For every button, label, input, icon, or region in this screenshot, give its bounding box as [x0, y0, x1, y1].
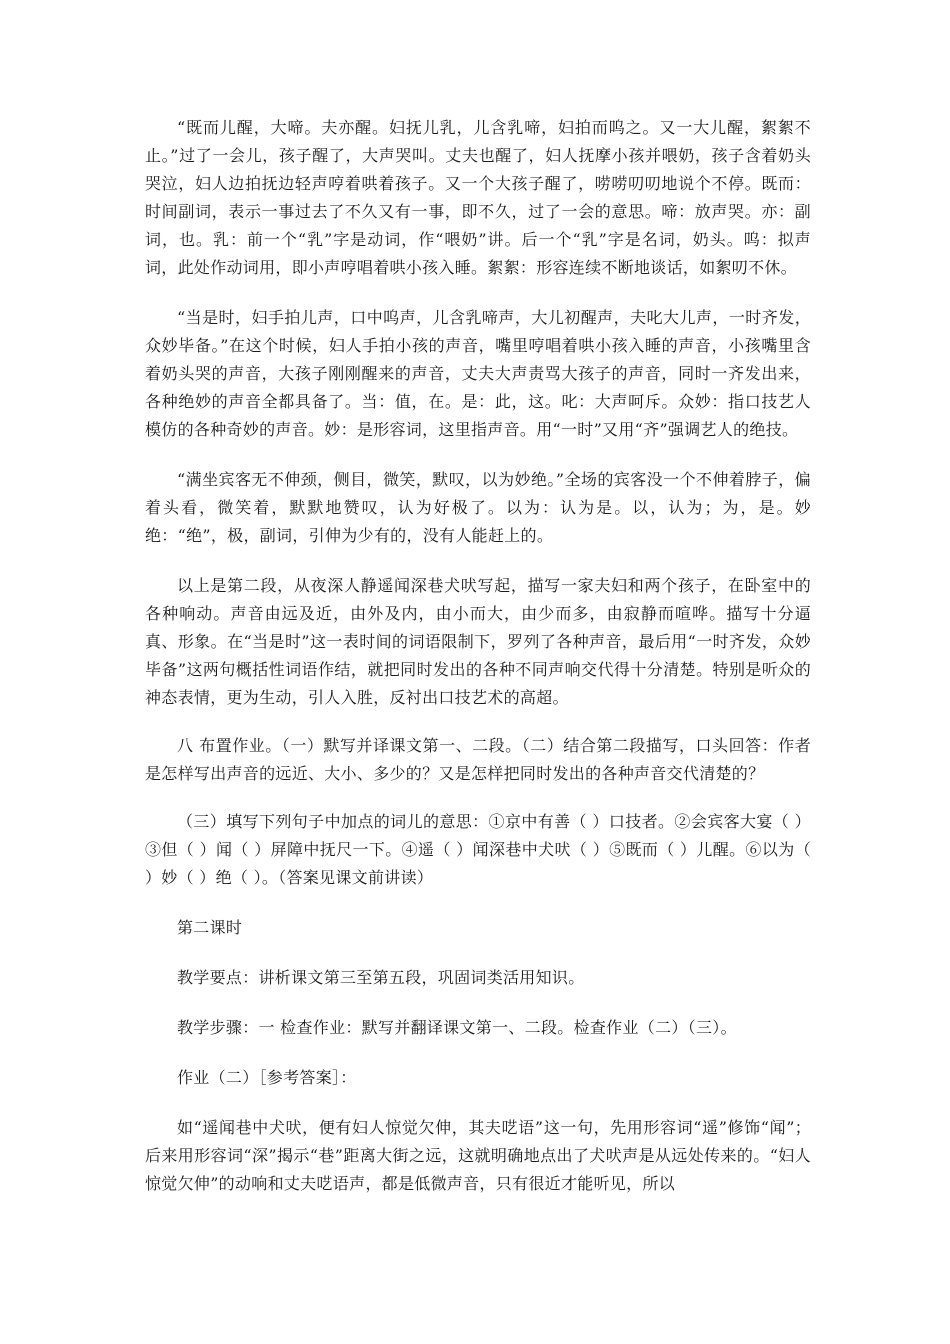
section-heading: 第二课时	[177, 918, 243, 937]
paragraph-2: “当是时，妇手拍儿声，口中呜声，儿含乳啼声，大儿初醒声，夫叱大儿声，一时齐发，众妙毕备。”在这个时候，妇人手拍小孩的声音，嘴里哼唱着哄小孩入睡的声音，小孩嘴里含着奶头哭的声音，大孩子刚刚醒来的声音，丈夫大声责骂大孩子的声音，同时一齐发出来，各种绝妙的声音全都具备了。当：值，在。是：此，这。叱：大声呵斥。众妙：指口技艺人模仿的各种奇妙的声音。妙：是形容词，这里指声音。用“一时”又用“齐”强调艺人的绝技。	[145, 308, 811, 439]
teaching-steps: 教学步骤：一 检查作业：默写并翻译课文第一、二段。检查作业（二）（三）。	[177, 1018, 737, 1037]
paragraph-6: （三）填写下列句子中加点的词儿的意思：①京中有善（ ）口技者。②会宾客大宴（ ）③但（ ）闻（ ）屏障中抚尺一下。④遥（ ）闻深巷中犬吠（ ）⑤既而（ ）儿醒。⑥以为（ ）妙（ ）绝（ ）。（答案见课文前讲读）	[145, 812, 811, 887]
teaching-points: 教学要点：讲析课文第三至第五段，巩固词类活用知识。	[177, 968, 585, 987]
paragraph-1: “既而儿醒，大啼。夫亦醒。妇抚儿乳，儿含乳啼，妇拍而呜之。又一大儿醒，絮絮不止。”过了一会儿，孩子醒了，大声哭叫。丈夫也醒了，妇人抚摩小孩并喂奶，孩子含着奶头哭泣，妇人边拍抚边轻声哼着哄着孩子。又一个大孩子醒了，唠唠叨叨地说个不停。既而：时间副词，表示一事过去了不久又有一事，即不久，过了一会的意思。啼：放声哭。亦：副词，也。乳：前一个“乳”字是动词，作“喂奶”讲。后一个“乳”字是名词，奶头。呜：拟声词，此处作动词用，即小声哼唱着哄小孩入睡。絮絮：形容连续不断地谈话，如絮叨不休。	[145, 118, 811, 277]
paragraph-answer: 如“遥闻巷中犬吠，便有妇人惊觉欠伸，其夫呓语”这一句，先用形容词“遥”修饰“闻”；后来用形容词“深”揭示“巷”距离大街之远，这就明确地点出了犬吠声是从远处传来的。“妇人惊觉欠伸”的动响和丈夫呓语声，都是低微声音，只有很近才能听见，所以	[145, 1118, 811, 1193]
document-page	[145, 114, 811, 1198]
paragraph-3: “满坐宾客无不伸颈，侧目，微笑，默叹，以为妙绝。”全场的宾客没一个不伸着脖子，偏着头看，微笑着，默默地赞叹，认为好极了。以为：认为是。以，认为；为，是。妙绝：“绝”，极，副词，引伸为少有的，没有人能赶上的。	[145, 470, 811, 545]
homework-answer-title: 作业（二）［参考答案］：	[177, 1068, 357, 1087]
paragraph-5: 八 布置作业。（一）默写并译课文第一、二段。（二）结合第二段描写，口头回答：作者是怎样写出声音的远近、大小、多少的？又是怎样把同时发出的各种声音交代清楚的？	[145, 736, 811, 783]
paragraph-4: 以上是第二段，从夜深人静遥闻深巷犬吠写起，描写一家夫妇和两个孩子，在卧室中的各种响动。声音由远及近，由外及内，由小而大，由少而多，由寂静而喧哗。描写十分逼真、形象。在“当是时”这一表时间的词语限制下，罗列了各种声音，最后用“一时齐发，众妙毕备”这两句概括性词语作结，就把同时发出的各种不同声响交代得十分清楚。特别是听众的神态表情，更为生动，引人入胜，反衬出口技艺术的高超。	[145, 576, 811, 707]
